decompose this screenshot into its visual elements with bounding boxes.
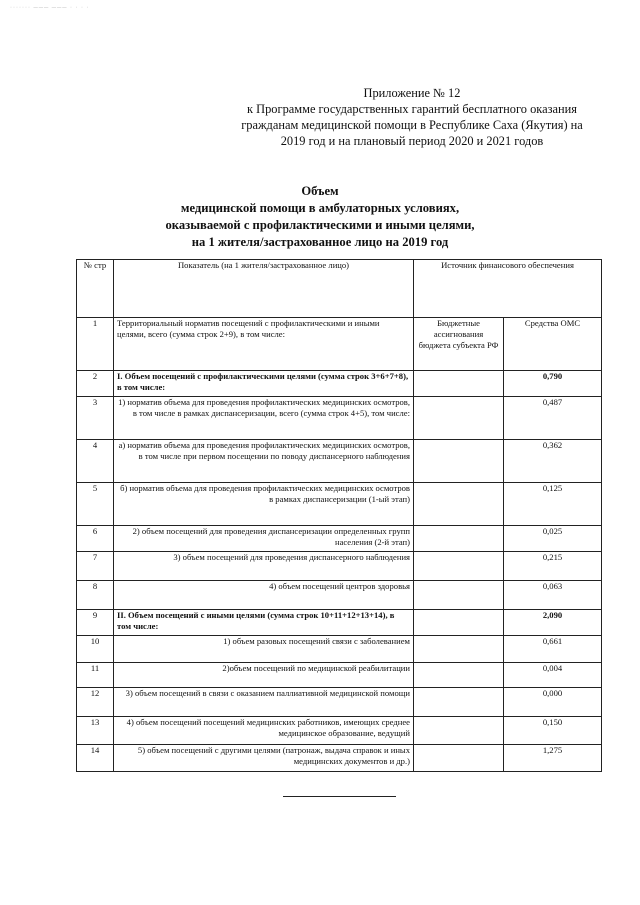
row-indicator: 4) объем посещений посещений медицинских работников, имеющих среднее медицинское образование, ведущий xyxy=(114,717,414,745)
title-line: медицинской помощи в амбулаторных условиях, xyxy=(180,201,460,215)
table-header-row xyxy=(77,260,602,318)
row-oms-value: 0,000 xyxy=(504,688,602,717)
row-budget-value xyxy=(414,688,504,717)
row-number: 14 xyxy=(77,745,114,772)
row-indicator: Территориальный норматив посещений с профилактическими и иными целями, всего (сумма строк 2+9), в том числе: xyxy=(114,318,414,371)
header-source: Источник финансового обеспечения xyxy=(414,260,602,318)
row-indicator: 2) объем посещений для проведения диспансеризации определенных групп населения (2-й этап) xyxy=(114,526,414,552)
row-number: 9 xyxy=(77,610,114,636)
row-budget-value xyxy=(414,745,504,772)
document-title xyxy=(60,183,580,251)
row-oms-value: 2,090 xyxy=(504,610,602,636)
annex-line: 2019 год и на плановый период 2020 и 2021 годов xyxy=(280,134,544,148)
table-row xyxy=(77,483,602,526)
title-line: Объем xyxy=(301,184,339,198)
header-number: № стр xyxy=(77,260,114,318)
title-line: на 1 жителя/застрахованное лицо на 2019 год xyxy=(191,235,449,249)
row-indicator: 3) объем посещений для проведения диспансерного наблюдения xyxy=(114,552,414,581)
row-oms-value: 0,063 xyxy=(504,581,602,610)
table-row xyxy=(77,318,602,371)
annex-line: гражданам медицинской помощи в Республике Саха (Якутия) на xyxy=(241,118,583,132)
row-budget-value xyxy=(414,371,504,397)
row-indicator: II. Объем посещений с иными целями (сумма строк 10+11+12+13+14), в том числе: xyxy=(114,610,414,636)
row-number: 13 xyxy=(77,717,114,745)
row-budget-value xyxy=(414,610,504,636)
row-number: 1 xyxy=(77,318,114,371)
row-oms-value: 0,025 xyxy=(504,526,602,552)
annex-line: к Программе государственных гарантий бесплатного оказания xyxy=(247,102,577,116)
end-divider xyxy=(283,796,396,797)
row-budget-value xyxy=(414,526,504,552)
row-oms-value: 0,004 xyxy=(504,663,602,688)
row-indicator: 5) объем посещений с другими целями (патронаж, выдача справок и иных медицинских документов и др.) xyxy=(114,745,414,772)
subheader-budget: Бюджетные ассигнования бюджета субъекта РФ xyxy=(414,318,504,371)
annex-number: Приложение № 12 xyxy=(363,86,461,100)
row-number: 6 xyxy=(77,526,114,552)
table-row xyxy=(77,610,602,636)
row-indicator: 4) объем посещений центров здоровья xyxy=(114,581,414,610)
volume-table xyxy=(76,259,602,772)
table-row xyxy=(77,636,602,663)
row-oms-value: 0,790 xyxy=(504,371,602,397)
row-indicator: 1) норматив объема для проведения профилактических медицинских осмотров, в том числе в рамках диспансеризации, всего (сумма строк 4+5), том числе: xyxy=(114,397,414,440)
row-number: 12 xyxy=(77,688,114,717)
row-oms-value: 0,215 xyxy=(504,552,602,581)
row-budget-value xyxy=(414,552,504,581)
scan-marks: ······· ─── ─── · · · · xyxy=(10,5,90,11)
row-budget-value xyxy=(414,636,504,663)
row-oms-value: 1,275 xyxy=(504,745,602,772)
header-indicator: Показатель (на 1 жителя/застрахованное лицо) xyxy=(114,260,414,318)
row-number: 5 xyxy=(77,483,114,526)
row-indicator: 1) объем разовых посещений связи с заболеванием xyxy=(114,636,414,663)
row-oms-value: 0,125 xyxy=(504,483,602,526)
row-indicator: 2)объем посещений по медицинской реабилитации xyxy=(114,663,414,688)
row-budget-value xyxy=(414,440,504,483)
row-indicator: б) норматив объема для проведения профилактических медицинских осмотров в рамках диспансеризации (1-ый этап) xyxy=(114,483,414,526)
table-row xyxy=(77,663,602,688)
row-oms-value: 0,150 xyxy=(504,717,602,745)
row-indicator: I. Объем посещений с профилактическими целями (сумма строк 3+6+7+8), в том числе: xyxy=(114,371,414,397)
row-budget-value xyxy=(414,483,504,526)
table-row xyxy=(77,688,602,717)
row-number: 11 xyxy=(77,663,114,688)
table-row xyxy=(77,526,602,552)
row-number: 7 xyxy=(77,552,114,581)
table-row xyxy=(77,581,602,610)
table-row xyxy=(77,717,602,745)
row-oms-value: 0,487 xyxy=(504,397,602,440)
annex-header xyxy=(232,85,592,149)
table-row xyxy=(77,552,602,581)
row-number: 4 xyxy=(77,440,114,483)
table-row xyxy=(77,745,602,772)
row-number: 10 xyxy=(77,636,114,663)
row-budget-value xyxy=(414,397,504,440)
row-budget-value xyxy=(414,717,504,745)
table-row xyxy=(77,397,602,440)
row-number: 2 xyxy=(77,371,114,397)
row-oms-value: 0,661 xyxy=(504,636,602,663)
row-oms-value: 0,362 xyxy=(504,440,602,483)
row-indicator: а) норматив объема для проведения профилактических медицинских осмотров, в том числе при первом посещении по поводу диспансерного наблюдения xyxy=(114,440,414,483)
table-row xyxy=(77,440,602,483)
row-budget-value xyxy=(414,581,504,610)
table-row xyxy=(77,371,602,397)
row-number: 3 xyxy=(77,397,114,440)
subheader-oms: Средства ОМС xyxy=(504,318,602,371)
row-number: 8 xyxy=(77,581,114,610)
row-budget-value xyxy=(414,663,504,688)
row-indicator: 3) объем посещений в связи с оказанием паллиативной медицинской помощи xyxy=(114,688,414,717)
title-line: оказываемой с профилактическими и иными целями, xyxy=(165,218,475,232)
